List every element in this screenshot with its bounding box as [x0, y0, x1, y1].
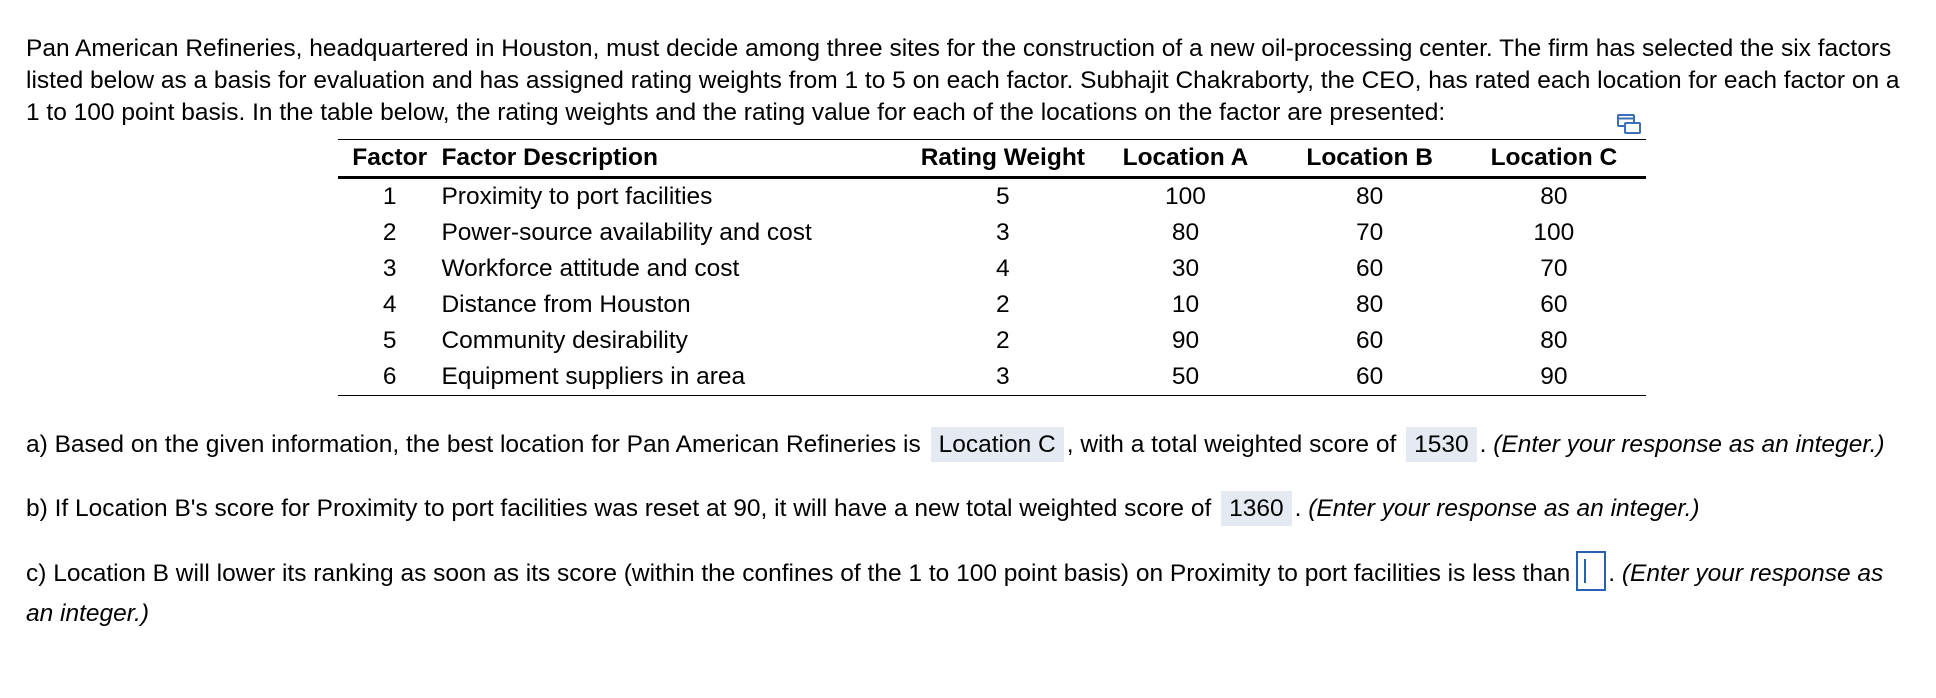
cell-location-b: 60 — [1278, 359, 1462, 396]
question-b-hint: (Enter your response as an integer.) — [1308, 495, 1700, 522]
cell-description: Community desirability — [441, 327, 688, 354]
cell-location-b: 80 — [1356, 291, 1384, 318]
cell-description: Distance from Houston — [441, 291, 691, 318]
cell-location-c: 80 — [1540, 327, 1568, 354]
cell-location-c: 70 — [1540, 255, 1568, 282]
cell-location-b: 60 — [1356, 255, 1384, 282]
table-row — [338, 287, 1646, 323]
question-c-hint: (Enter your response as an integer.) — [26, 560, 1884, 627]
cell-location-a: 30 — [1171, 255, 1200, 282]
text-caret — [1584, 559, 1586, 583]
answer-c-input[interactable] — [1576, 551, 1606, 591]
cell-location-c: 80 — [1540, 183, 1568, 210]
header-location-a: Location A — [1093, 140, 1277, 178]
cell-description: Equipment suppliers in area — [441, 359, 912, 396]
factors-table — [338, 139, 1646, 396]
question-c-prefix: c) Location B will lower its ranking as soon as its score (within the confines of the 1 to 100 point basis) on Proximity to port facilities is less than — [26, 560, 1571, 587]
question-b-prefix: b) If Location B's score for Proximity to port facilities was reset at 90, it will have a new total weighted score of — [26, 495, 1212, 522]
cell-location-b: 70 — [1356, 219, 1384, 246]
cell-factor: 3 — [382, 255, 397, 282]
cell-weight: 2 — [996, 327, 1010, 354]
cell-location-a: 50 — [1093, 359, 1277, 396]
questions-section — [26, 425, 1906, 658]
cell-location-a: 100 — [1165, 183, 1206, 210]
header-factor: Factor — [338, 140, 441, 178]
cell-location-a: 90 — [1171, 327, 1200, 354]
cell-weight: 5 — [996, 183, 1010, 210]
cell-factor: 5 — [382, 327, 397, 354]
cell-factor: 2 — [382, 219, 397, 246]
question-a-prefix: a) Based on the given information, the best location for Pan American Refineries is — [26, 431, 921, 458]
cell-factor: 6 — [338, 359, 441, 396]
table-row — [338, 251, 1646, 287]
cell-location-a: 10 — [1171, 291, 1200, 318]
table-row — [338, 178, 1646, 216]
question-b — [26, 489, 1906, 529]
question-a-suffix: . — [1479, 431, 1487, 458]
question-a — [26, 425, 1906, 465]
cell-factor: 1 — [382, 183, 397, 210]
cell-description: Proximity to port facilities — [441, 183, 713, 210]
cell-location-a: 80 — [1171, 219, 1200, 246]
question-a-mid: , with a total weighted score of — [1066, 431, 1397, 458]
header-location-c: Location C — [1462, 140, 1646, 178]
question-c — [26, 551, 1906, 634]
answer-a-score: 1530 — [1406, 427, 1477, 462]
copy-table-icon[interactable] — [1616, 112, 1642, 136]
cell-weight: 3 — [996, 219, 1010, 246]
header-rating-weight: Rating Weight — [912, 140, 1093, 178]
cell-location-c: 100 — [1533, 219, 1575, 246]
table-header-row — [338, 140, 1646, 178]
table-row — [338, 215, 1646, 251]
cell-location-c: 60 — [1540, 291, 1568, 318]
cell-weight: 4 — [996, 255, 1010, 282]
cell-location-b: 60 — [1356, 327, 1384, 354]
cell-weight: 3 — [912, 359, 1093, 396]
header-description: Factor Description — [441, 140, 912, 178]
header-location-b: Location B — [1278, 140, 1462, 178]
question-b-suffix: . — [1294, 495, 1302, 522]
table-row — [338, 323, 1646, 359]
cell-description: Power-source availability and cost — [441, 219, 812, 246]
question-c-suffix: . — [1608, 560, 1616, 587]
cell-description: Workforce attitude and cost — [441, 255, 740, 282]
cell-weight: 2 — [996, 291, 1010, 318]
question-a-hint: (Enter your response as an integer.) — [1493, 431, 1885, 458]
answer-a-location: Location C — [931, 427, 1064, 462]
problem-intro: Pan American Refineries, headquartered in Houston, must decide among three sites for the construction of a new oil-processing center. The firm has selected the six factors listed below as a basis for evaluation and has assigned rating weights from 1 to 5 on each factor. Subhajit Chakraborty, the CEO, has rated each location for each factor on a 1 to 100 point basis. In the table below, the rating weights and the rating value for each of the locations on the factor are presented: — [26, 34, 1900, 126]
cell-location-c: 90 — [1462, 359, 1646, 396]
answer-b-score: 1360 — [1221, 491, 1292, 526]
table-row — [338, 359, 1646, 396]
cell-factor: 4 — [382, 291, 397, 318]
cell-location-b: 80 — [1356, 183, 1384, 210]
